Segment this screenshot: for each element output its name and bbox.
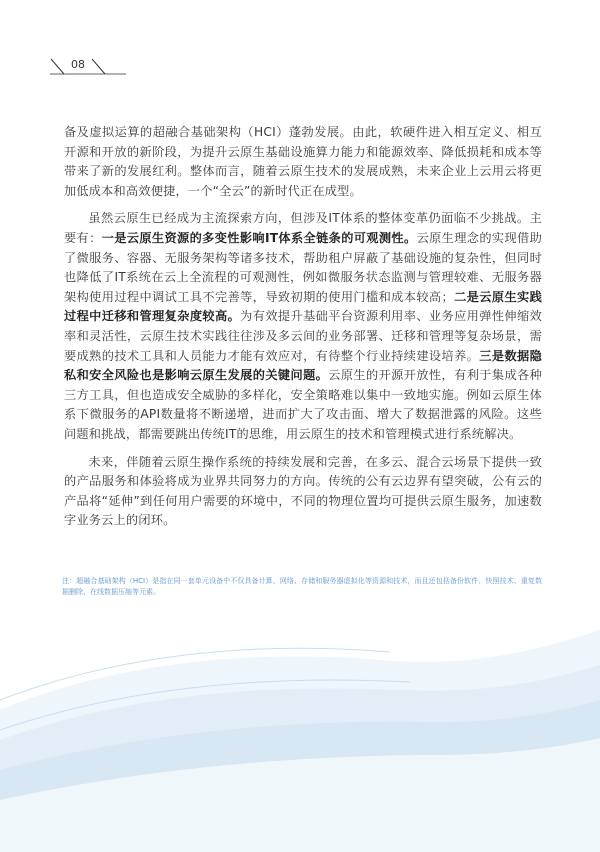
bold-text-run: 三是数据隐私和安全风险也是影响云原生发展的关键问题。 bbox=[64, 348, 543, 383]
bold-text-run: 一是云原生资源的多变性影响IT体系全链条的可观测性。 bbox=[101, 230, 417, 245]
page-number: 08 bbox=[71, 58, 85, 71]
text-run: 云原生理念的实现借助了微服务、容器、无服务架构等诸多技术，帮助租户屏蔽了基础设施的复杂性，但同时也降低了IT系统在云上全流程的可观测性，例如微服务状态监测与管理较难、无服务器架构使用过程中调试工具不完善等，导致初期的使用门槛和成本较高； bbox=[64, 230, 542, 304]
footnote: 注：超融合基础架构（HCI）是指在同一套单元设备中不仅具备计算、网络、存储和服务器虚拟化等资源和技术，而且还包括备份软件、快照技术、重复数据删除、在线数据压缩等元素。 bbox=[62, 577, 542, 596]
paragraph bbox=[64, 209, 542, 444]
paragraph bbox=[64, 123, 542, 201]
paragraph bbox=[64, 453, 542, 531]
page-header bbox=[50, 56, 126, 76]
bold-text-run: 二是云原生实践过程中迁移和管理复杂度较高。 bbox=[64, 289, 542, 324]
text-run: 未来，伴随着云原生操作系统的持续发展和完善，在多云、混合云场景下提供一致的产品服务和体验将成为业界共同努力的方向。传统的公有云边界有望突破，公有云的产品将“延伸”到任何用户需要的环境中，不同的物理位置均可提供云原生服务，加速数字业务云上的闭环。 bbox=[64, 454, 542, 528]
text-run: 虽然云原生已经成为主流探索方向，但涉及IT体系的整体变革仍面临不少挑战。主要有： bbox=[64, 211, 542, 245]
text-run: 为有效提升基础平台资源利用率、业务应用弹性伸缩效率和灵活性，云原生技术实践往往涉及多云间的业务部署、迁移和管理等复杂场景，需要成熟的技术工具和人员能力才能有效应对，有待整个行业持续建设培养。 bbox=[64, 309, 542, 363]
body-text bbox=[64, 123, 542, 539]
background-wave-decoration bbox=[0, 590, 600, 852]
text-run: 备及虚拟运算的超融合基础架构（HCI）蓬勃发展。由此，软硬件进入相互定义、相互开源和开放的新阶段，为提升云原生基础设施算力能力和能源效率、降低损耗和成本等带来了新的发展红利。整体而言，随着云原生技术的发展成熟，未来企业上云用云将更加低成本和高效便捷，一个“全云”的新时代正在成型。 bbox=[64, 125, 542, 198]
text-run: 云原生的开源开放性，有利于集成各种三方工具，但也造成安全威胁的多样化，安全策略难以集中一致地实施。例如云原生体系下微服务的API数量将不断递增，进而扩大了攻击面、增大了数据泄露的风险。这些问题和挑战，都需要跳出传统IT的思维，用云原生的技术和管理模式进行系统解决。 bbox=[64, 368, 542, 441]
